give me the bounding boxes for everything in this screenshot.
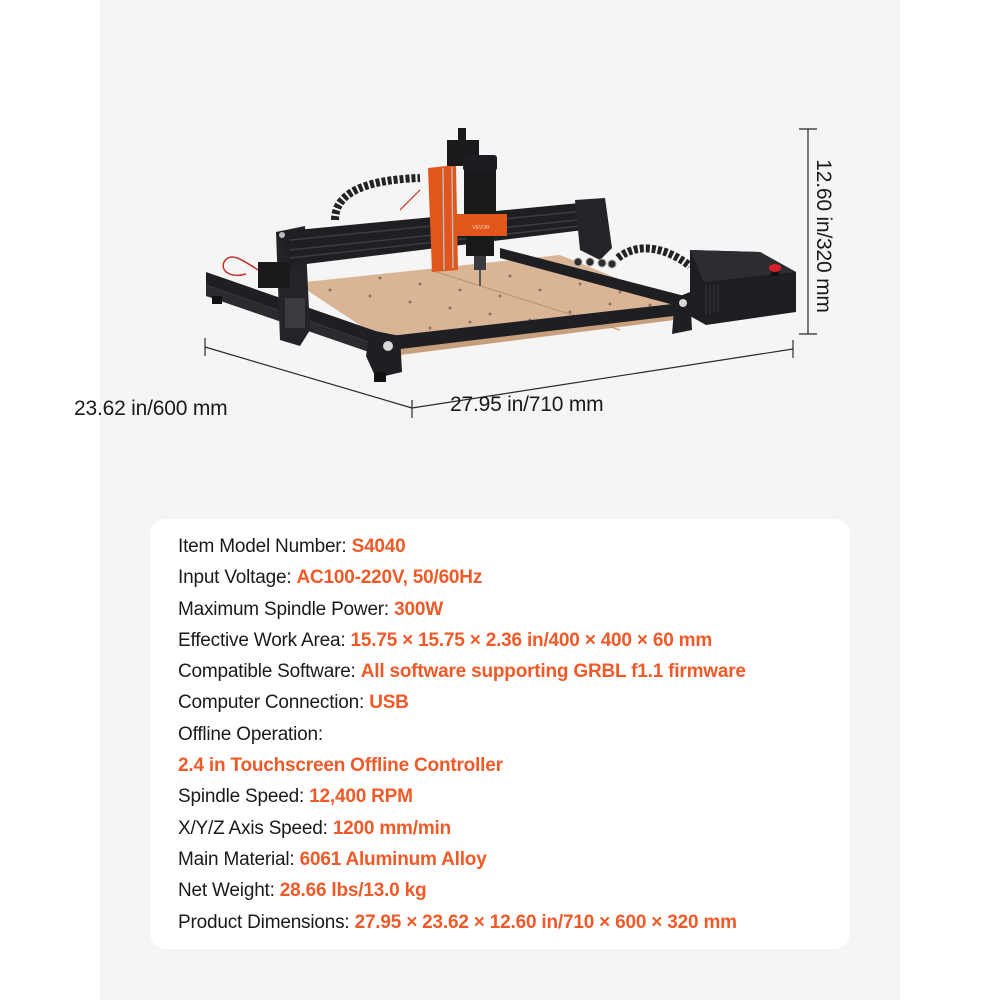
spec-value: AC100-220V, 50/60Hz bbox=[296, 567, 483, 589]
spindle-top bbox=[463, 155, 497, 171]
spec-value: 27.95 × 23.62 × 12.60 in/710 × 600 × 320 mm bbox=[354, 911, 737, 933]
spec-row-spindle-speed bbox=[178, 781, 850, 812]
spec-label: Item Model Number: bbox=[178, 536, 352, 557]
spec-label: X/Y/Z Axis Speed: bbox=[178, 817, 333, 839]
spec-row-product-dimensions bbox=[178, 907, 850, 938]
spec-label: Product Dimensions: bbox=[178, 911, 355, 933]
spec-value: 6061 Aluminum Alloy bbox=[299, 848, 487, 870]
brand-mark: VEVOR bbox=[472, 225, 490, 231]
spec-value: 15.75 × 15.75 × 2.36 in/400 × 400 × 60 mm bbox=[350, 629, 713, 651]
spec-row-connection bbox=[178, 687, 850, 718]
spec-label: Maximum Spindle Power: bbox=[178, 598, 395, 620]
spec-label: Net Weight: bbox=[178, 880, 280, 902]
spec-row-material bbox=[178, 844, 850, 875]
spec-value: 28.66 lbs/13.0 kg bbox=[279, 880, 427, 902]
spec-value: S4040 bbox=[351, 536, 406, 557]
spec-value: All software supporting GRBL f1.1 firmware bbox=[360, 661, 746, 683]
spec-row-software bbox=[178, 656, 850, 687]
spindle-body bbox=[464, 170, 496, 214]
spec-label: Main Material: bbox=[178, 848, 300, 870]
spec-label: Spindle Speed: bbox=[178, 786, 310, 808]
spec-value: USB bbox=[369, 692, 409, 714]
spec-row-input-voltage bbox=[178, 562, 850, 593]
spec-label: Compatible Software: bbox=[178, 661, 361, 683]
spec-row-model bbox=[178, 531, 850, 562]
spec-card bbox=[150, 519, 850, 949]
spec-row-spindle-power bbox=[178, 594, 850, 625]
spec-value: 2.4 in Touchscreen Offline Controller bbox=[178, 755, 503, 777]
spec-label: Effective Work Area: bbox=[178, 629, 351, 651]
emergency-stop-button bbox=[769, 264, 781, 272]
height-dimension-label: 12.60 in/320 mm bbox=[812, 159, 835, 313]
spec-label: Offline Operation: bbox=[178, 723, 323, 745]
spec-row-offline-operation bbox=[178, 719, 850, 750]
drag-chain bbox=[335, 178, 420, 220]
spec-value: 300W bbox=[394, 598, 443, 620]
spec-row-net-weight bbox=[178, 875, 850, 906]
depth-dimension-label: 23.62 in/600 mm bbox=[74, 397, 228, 420]
spec-row-axis-speed bbox=[178, 813, 850, 844]
spec-label: Input Voltage: bbox=[178, 567, 297, 589]
spec-label: Computer Connection: bbox=[178, 692, 370, 714]
spec-value: 12,400 RPM bbox=[309, 786, 413, 808]
spec-row-offline-controller bbox=[178, 750, 850, 781]
width-dimension-label: 27.95 in/710 mm bbox=[450, 393, 604, 416]
product-figure bbox=[100, 0, 900, 500]
spec-row-work-area bbox=[178, 625, 850, 656]
cnc-machine-illustration bbox=[100, 0, 900, 500]
spec-value: 1200 mm/min bbox=[332, 817, 452, 839]
